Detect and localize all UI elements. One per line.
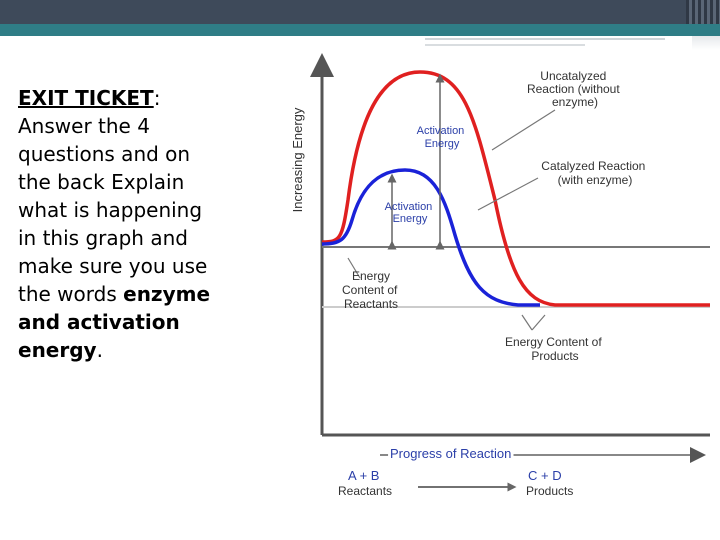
uncatalyzed-pointer	[492, 110, 555, 150]
activation-energy-label-top: Activation Energy	[416, 125, 465, 150]
exit-ticket-heading: EXIT TICKET	[18, 86, 154, 110]
activation-energy-label-lower: Activation Energy	[384, 201, 433, 225]
uncatalyzed-label: Uncatalyzed Reaction (without enzyme)	[526, 69, 620, 109]
exit-ticket-text: EXIT TICKET: Answer the 4 questions and on the back Explain what is happening in this graph and make sure you use the words enzyme and activation energy.	[18, 86, 211, 362]
body-line: make sure you use	[18, 254, 208, 278]
products-pointer-left	[522, 315, 532, 330]
reactants-content-label: Energy Content of Reactants	[342, 269, 399, 311]
keyword-activation: and activation	[18, 310, 180, 334]
body-line: the back Explain	[18, 170, 185, 194]
products-equation: C + D	[528, 468, 562, 483]
decorative-lines	[425, 36, 720, 50]
title-bar	[0, 0, 720, 24]
reactants-equation: A + B	[348, 468, 380, 483]
title-bar-accent	[686, 0, 720, 24]
catalyzed-label: Catalyzed Reaction (with enzyme)	[541, 159, 646, 187]
body-line: the words	[18, 282, 124, 306]
body-line: in this graph and	[18, 226, 188, 250]
body-line: Answer the 4	[18, 114, 150, 138]
reactants-word: Reactants	[338, 484, 393, 498]
body-line: questions and on	[18, 142, 191, 166]
products-word: Products	[526, 484, 574, 498]
accent-stripe	[0, 24, 720, 36]
products-content-label: Energy Content of Products	[504, 335, 602, 363]
body-line: what is happening	[18, 198, 203, 222]
keyword-enzyme: enzyme	[123, 282, 211, 306]
y-axis-label: Increasing Energy	[290, 107, 305, 213]
x-axis-label: Progress of Reaction	[390, 446, 512, 461]
enzyme-energy-diagram	[270, 50, 710, 510]
catalyzed-pointer	[478, 178, 538, 210]
keyword-energy: energy	[18, 338, 97, 362]
products-pointer-right	[532, 315, 545, 330]
